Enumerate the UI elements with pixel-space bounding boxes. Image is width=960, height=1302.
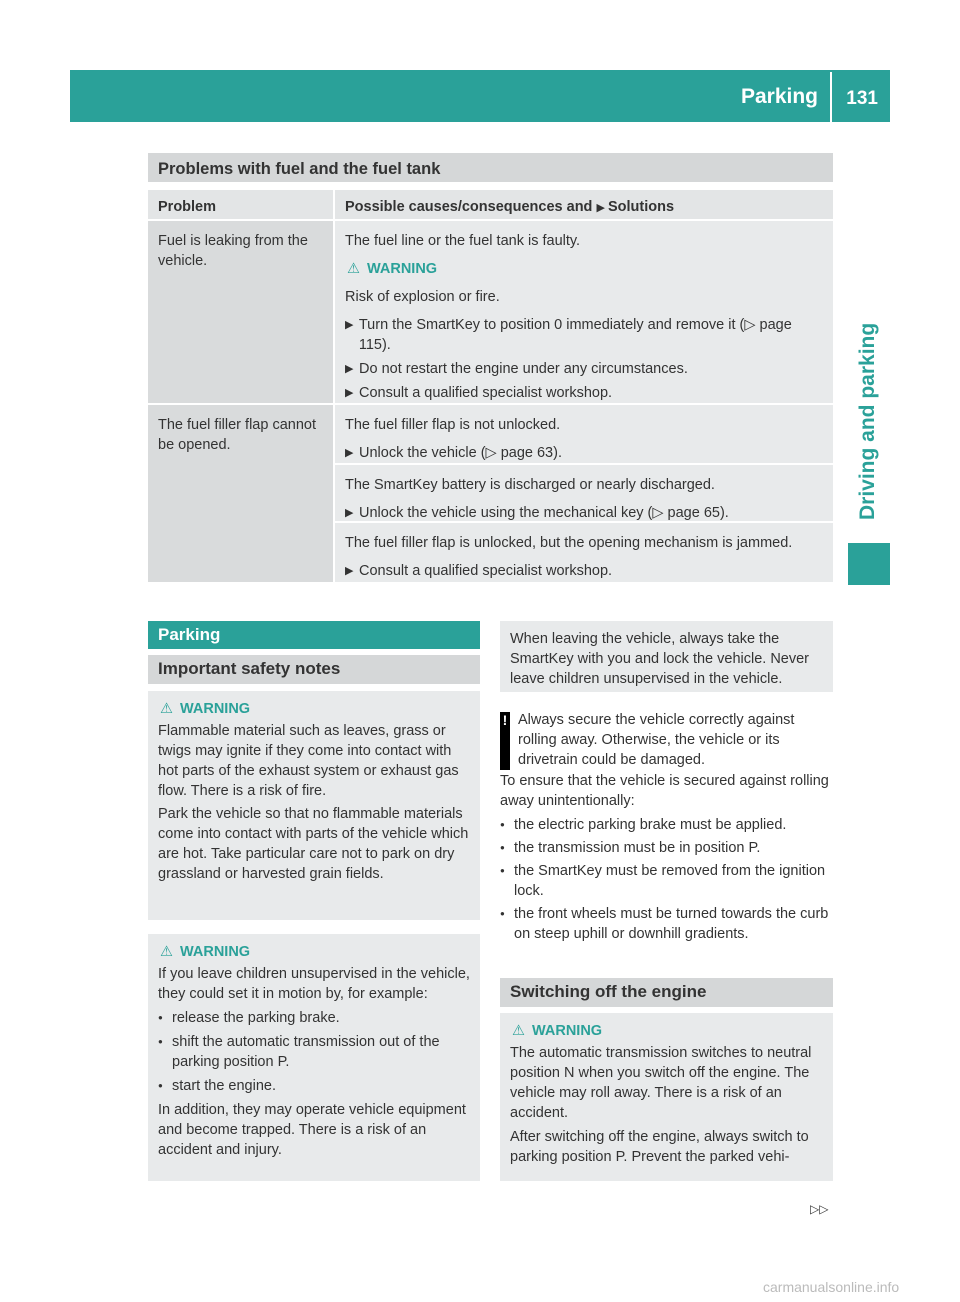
step: ▶ Consult a qualified specialist workshop.: [345, 563, 613, 579]
arrow-icon: ▶: [345, 363, 354, 375]
warning-triangle-icon: ⚠: [160, 944, 173, 960]
list-item: ● the transmission must be in position P.: [500, 838, 833, 858]
list-item: ● release the parking brake.: [158, 1008, 470, 1028]
arrow-icon: ▶: [345, 565, 354, 577]
list-item: ● start the engine.: [158, 1076, 470, 1096]
warning-label: ⚠ WARNING: [512, 1023, 603, 1039]
warning-text: In addition, they may operate vehicle equipment and become trapped. There is a risk of an accident and injury.: [158, 1102, 466, 1158]
arrow-icon: ▶: [596, 202, 608, 214]
warning-triangle-icon: ⚠: [512, 1023, 525, 1039]
bullet-list: [500, 815, 833, 944]
table-cell-solution: [335, 405, 833, 463]
table-cell-problem: The fuel filler flap cannot be opened.: [148, 405, 333, 582]
cause-text: The fuel filler flap is unlocked, but the opening mechanism is jammed.: [345, 535, 793, 551]
cause-text: The SmartKey battery is discharged or nearly discharged.: [345, 477, 715, 493]
note-box: When leaving the vehicle, always take the SmartKey with you and lock the vehicle. Never leave children unsupervised in the vehicle.: [500, 621, 833, 692]
intro-text: To ensure that the vehicle is secured against rolling away unintentionally:: [500, 773, 829, 809]
table-cell-problem: Fuel is leaking from the vehicle.: [148, 221, 333, 403]
list-item: ● the SmartKey must be removed from the ignition lock.: [500, 861, 833, 901]
subsection-heading: Important safety notes: [148, 655, 480, 684]
exclamation-icon: !: [500, 712, 510, 770]
step: ▶ Do not restart the engine under any circumstances.: [345, 361, 688, 377]
warning-box: [500, 1013, 833, 1181]
list-item: ● the electric parking brake must be applied.: [500, 815, 833, 835]
header-text: Possible causes/consequences and: [345, 199, 593, 215]
table-cell-solution: [335, 221, 833, 403]
page-header: [70, 70, 890, 122]
list-item: ● the front wheels must be turned towards the curb on steep uphill or downhill gradients.: [500, 904, 833, 944]
warning-text: Park the vehicle so that no flammable materials come into contact with parts of the vehicle which are hot. Take particular care not to park on dry grassland or harvested grain fields.: [158, 806, 469, 882]
caution-note: ! Always secure the vehicle correctly against rolling away. Otherwise, the vehicle or its drivetrain could be damaged.: [500, 710, 833, 770]
header-text: Solutions: [607, 199, 675, 215]
cause-text: The fuel filler flap is not unlocked.: [345, 417, 561, 433]
section-heading: Parking: [148, 621, 480, 649]
arrow-icon: ▶: [345, 387, 354, 399]
step: ▶ Turn the SmartKey to position 0 immediately and remove it (▷ page 115).: [345, 317, 792, 353]
warning-text: The automatic transmission switches to neutral position N when you switch off the engine. The vehicle may roll away. There is a risk of an accident.: [510, 1045, 812, 1121]
list-item: ● shift the automatic transmission out of the parking position P.: [158, 1032, 470, 1072]
side-tab-marker: [848, 543, 890, 585]
arrow-icon: ▶: [345, 447, 354, 459]
cause-text: The fuel line or the fuel tank is faulty.: [345, 233, 581, 249]
subsection-heading: Switching off the engine: [500, 978, 833, 1007]
warning-label: ⚠ WARNING: [160, 944, 251, 960]
warning-text: If you leave children unsupervised in the vehicle, they could set it in motion by, for example:: [158, 966, 470, 1002]
warning-box: [148, 691, 480, 920]
step: ▶ Consult a qualified specialist workshop.: [345, 385, 613, 401]
step: ▶ Unlock the vehicle using the mechanical key (▷ page 65).: [345, 505, 729, 521]
arrow-icon: ▶: [345, 507, 354, 519]
warning-triangle-icon: ⚠: [347, 261, 360, 277]
table-header-problem: Problem: [148, 190, 333, 219]
arrow-icon: ▶: [345, 319, 354, 331]
table-cell-solution: [335, 523, 833, 582]
warning-label: ⚠ WARNING: [347, 261, 438, 277]
page-number: 131: [846, 88, 878, 109]
chapter-title: Parking: [740, 85, 818, 108]
warning-box: [148, 934, 480, 1181]
warning-text: After switching off the engine, always switch to parking position P. Prevent the parked vehi-: [510, 1129, 809, 1165]
watermark: carmanualsonline.info: [763, 1279, 900, 1295]
step: ▶ Unlock the vehicle (▷ page 63).: [345, 445, 562, 461]
warning-text: Flammable material such as leaves, grass or twigs may ignite if they come into contact with hot parts of the exhaust system or exhaust gas flow. There is a risk of fire.: [158, 723, 459, 799]
section-side-label: Driving and parking: [856, 322, 879, 520]
warning-triangle-icon: ⚠: [160, 701, 173, 717]
table-title: Problems with fuel and the fuel tank: [148, 153, 833, 182]
warning-label: ⚠ WARNING: [160, 701, 251, 717]
table-cell-solution: [335, 465, 833, 521]
continue-icon: ▷▷: [810, 1202, 829, 1216]
header-divider: [830, 72, 832, 122]
table-header-solutions: [335, 190, 833, 219]
risk-text: Risk of explosion or fire.: [345, 289, 500, 305]
